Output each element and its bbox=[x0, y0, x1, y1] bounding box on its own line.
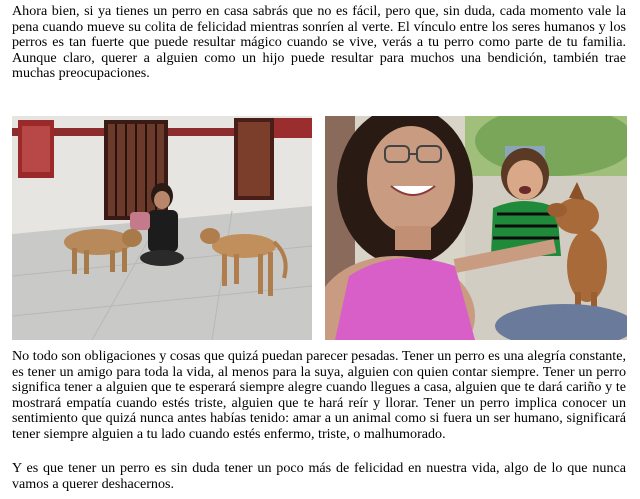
photo-selfie-with-dog-icon bbox=[325, 116, 627, 340]
paragraph-benefits: No todo son obligaciones y cosas que quizá puedan parecer pesadas. Tener un perro es una alegría constante, es tener un amigo para toda la vida, al menos para la suya, alguien con quien contar siempre. Tener un perro significa tener a alguien que te esperará siempre alegre cuando llegues a casa, alguien que te dará cariño y te mostrará empatía cuando estés triste, alguien que te hará reír y llorar. Tener un perro implica conocer un sentimiento que quizá nunca antes habías tenido: amar a un animal como si fuera un ser humano, significará tener siempre alguien a tu lado cuando estés enfermo, triste, o malhumorado. bbox=[12, 348, 626, 442]
paragraph-intro: Ahora bien, si ya tienes un perro en casa sabrás que no es fácil, pero que, sin duda, cada momento vale la pena cuando mueve su colita de felicidad mientras sonríen al verte. El vínculo entre los seres humanos y los perros es tan fuerte que puede resultar mágico cuando se vive, verás a tu perro como parte de tu familia. Aunque claro, querer a alguien como un hijo puede resultar para muchos una bendición, también trae muchas preocupaciones. bbox=[12, 3, 626, 81]
photo-selfie-with-dog bbox=[325, 116, 627, 340]
photo-woman-with-dogs bbox=[12, 116, 312, 340]
paragraph-conclusion: Y es que tener un perro es sin duda tener un poco más de felicidad en nuestra vida, algo de lo que nunca vamos a querer deshacernos. bbox=[12, 460, 626, 492]
photo-woman-with-dogs-icon bbox=[12, 116, 312, 340]
